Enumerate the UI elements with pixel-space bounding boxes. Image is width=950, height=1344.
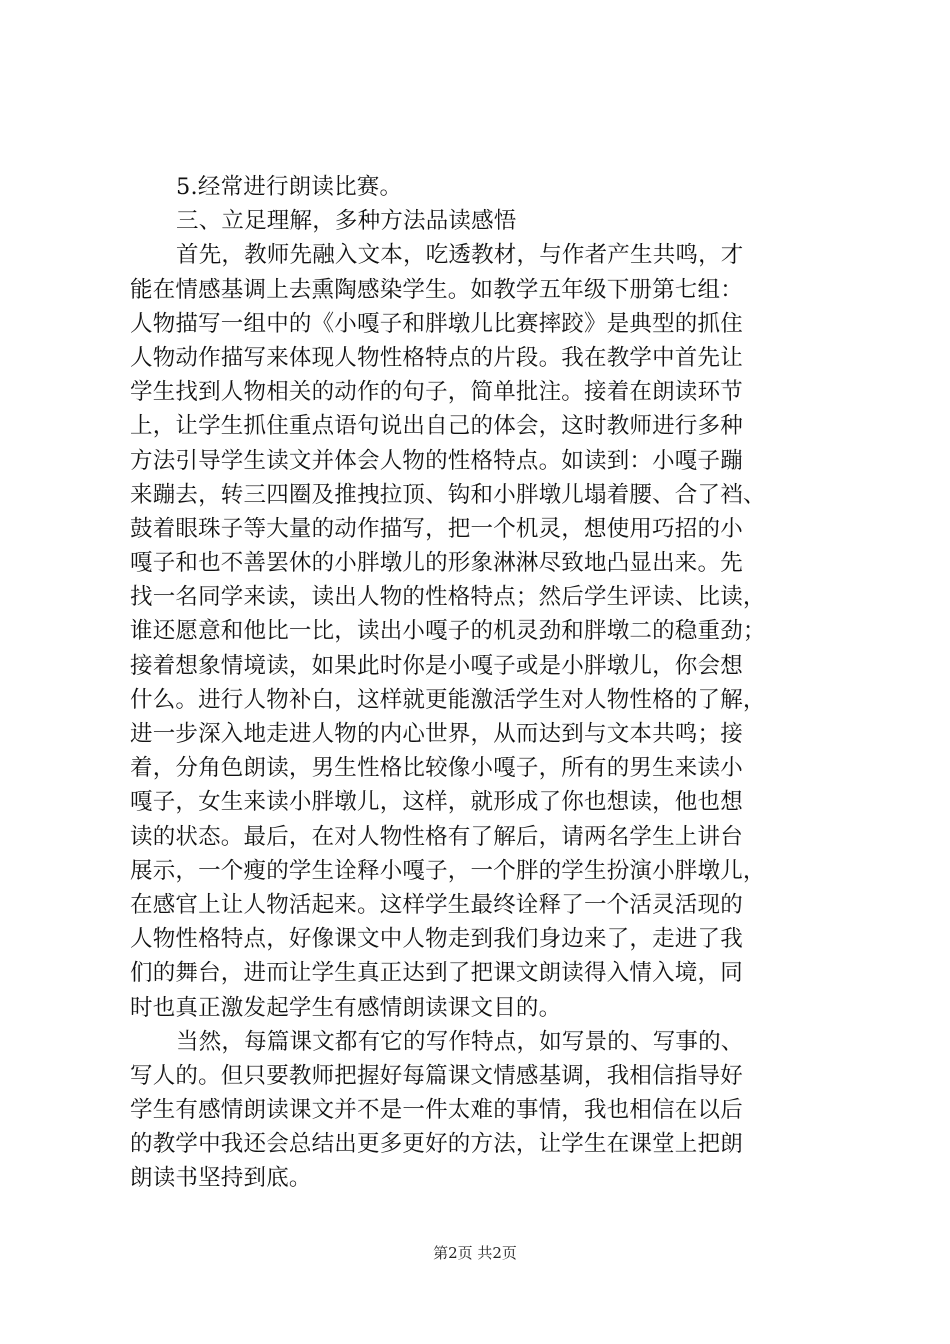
paragraph-line: 找一名同学来读，读出人物的性格特点；然后学生评读、比读， xyxy=(130,584,766,611)
paragraph-line: 方法引导学生读文并体会人物的性格特点。如读到：小嘎子蹦 xyxy=(130,447,743,474)
paragraph-line: 读的状态。最后，在对人物性格有了解后，请两名学生上讲台 xyxy=(130,823,743,850)
paragraph-line: 嘎子，女生来读小胖墩儿，这样，就形成了你也想读，他也想 xyxy=(130,789,743,816)
paragraph-line: 学生找到人物相关的动作的句子，简单批注。接着在朗读环节 xyxy=(130,379,743,406)
paragraph-line: 时也真正激发起学生有感情朗读课文目的。 xyxy=(130,994,562,1021)
paragraph-line: 展示，一个瘦的学生诠释小嘎子，一个胖的学生扮演小胖墩儿， xyxy=(130,857,766,884)
paragraph-line: 什么。进行人物补白，这样就更能激活学生对人物性格的了解， xyxy=(130,686,766,713)
paragraph-line: 人物性格特点，好像课文中人物走到我们身边来了，走进了我 xyxy=(130,926,743,953)
paragraph-line: 学生有感情朗读课文并不是一件太难的事情，我也相信在以后 xyxy=(130,1097,743,1124)
paragraph-line: 人物动作描写来体现人物性格特点的片段。我在教学中首先让 xyxy=(130,344,743,371)
paragraph-line: 能在情感基调上去熏陶感染学生。如教学五年级下册第七组： xyxy=(130,276,743,303)
paragraph-line: 们的舞台，进而让学生真正达到了把课文朗读得入情入境，同 xyxy=(130,960,743,987)
section-heading: 三、立足理解，多种方法品读感悟 xyxy=(176,208,517,235)
paragraph-1 xyxy=(130,238,830,1024)
paragraph-line: 来蹦去，转三四圈及推拽拉顶、钩和小胖墩儿塌着腰、合了裆、 xyxy=(130,481,766,508)
paragraph-line: 当然，每篇课文都有它的写作特点，如写景的、写事的、 xyxy=(176,1028,744,1055)
paragraph-line: 谁还愿意和他比一比，读出小嘎子的机灵劲和胖墩二的稳重劲； xyxy=(130,618,766,645)
page-footer xyxy=(0,1243,950,1263)
paragraph-line: 着，分角色朗读，男生性格比较像小嘎子，所有的男生来读小 xyxy=(130,755,743,782)
paragraph-2 xyxy=(130,1025,830,1196)
paragraph-line: 的教学中我还会总结出更多更好的方法，让学生在课堂上把朗 xyxy=(130,1131,743,1158)
paragraph-line: 接着想象情境读，如果此时你是小嘎子或是小胖墩儿，你会想 xyxy=(130,652,743,679)
document-body xyxy=(130,170,830,1196)
paragraph-line: 进一步深入地走进人物的内心世界，从而达到与文本共鸣；接 xyxy=(130,721,743,747)
page-number: 第2页 共2页 xyxy=(433,1244,517,1262)
paragraph-line: 写人的。但只要教师把握好每篇课文情感基调，我相信指导好 xyxy=(130,1062,743,1089)
paragraph-line: 嘎子和也不善罢休的小胖墩儿的形象淋淋尽致地凸显出来。先 xyxy=(130,550,743,577)
paragraph-line: 上，让学生抓住重点语句说出自己的体会，这时教师进行多种 xyxy=(130,413,743,440)
list-item-5: 5.经常进行朗读比赛。 xyxy=(176,174,403,200)
paragraph-line: 首先，教师先融入文本，吃透教材，与作者产生共鸣，才 xyxy=(176,242,744,269)
paragraph-line: 在感官上让人物活起来。这样学生最终诠释了一个活灵活现的 xyxy=(130,891,743,918)
paragraph-line: 鼓着眼珠子等大量的动作描写，把一个机灵，想使用巧招的小 xyxy=(130,515,743,542)
paragraph-line: 人物描写一组中的《小嘎子和胖墩儿比赛摔跤》是典型的抓住 xyxy=(130,310,743,337)
paragraph-line: 朗读书坚持到底。 xyxy=(130,1165,312,1192)
